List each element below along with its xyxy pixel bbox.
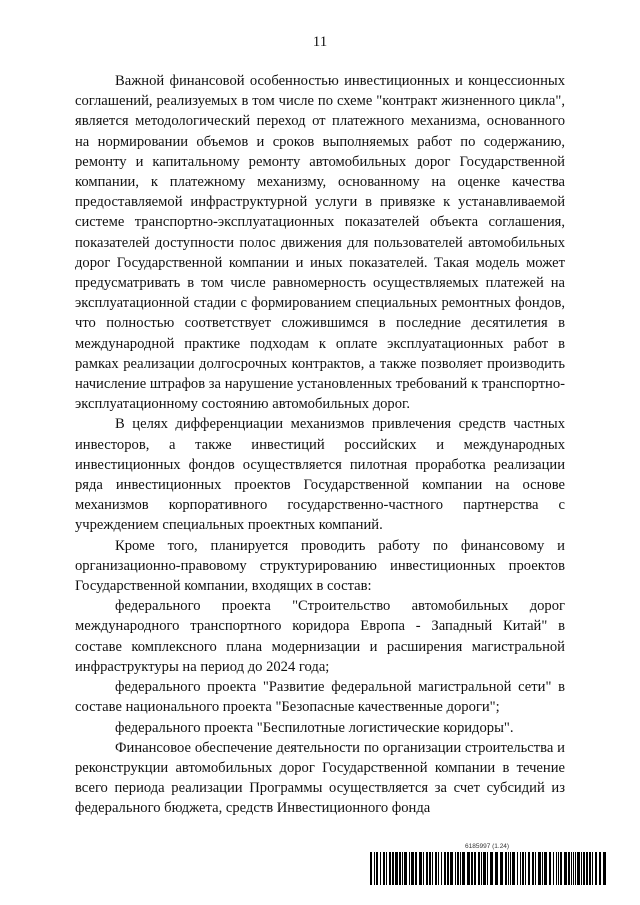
paragraph-private-investors: В целях дифференциации механизмов привлечения средств частных инвесторов, а также инвестиций российских и международных инвестиционных фондов осуществляется пилотная проработка реализации ряда инвестиционных проектов Государственной компании на основе механизмов корпоративного государственно-частного партнерства с учреждением специальных проектных компаний. [75,416,565,534]
paragraph-payment-mechanism: Важной финансовой особенностью инвестиционных и концессионных соглашений, реализуемых в том числе по схеме "контракт жизненного цикла", является методологический переход от платежного механизма, основанного на нормировании объемов и сроков выполняемых работ по содержанию, ремонту и капитальному ремонту автомобильных дорог Государственной компании, к платежному механизму, основанному на оценке качества предоставляемой инфраструктурной услуги в привязке к устанавливаемой системе транспортно-эксплуатационных показателей объекта соглашения, показателей доступности полос движения для пользователей автомобильных дорог Государственной компании и иных показателей. Такая модель может предусматривать в том числе равномерность осуществляемых платежей на эксплуатационной стадии с формированием специальных ремонтных фондов, что полностью соответствует сложившимся в последние десятилетия в международной практике подходам к оплате эксплуатационных работ в рамках реализации долгосрочных контрактов, а также позволяет производить начисление штрафов за нарушение установленных требований к транспортно-эксплуатационному состоянию автомобильных дорог. [75,73,565,413]
paragraph-financing: Финансовое обеспечение деятельности по организации строительства и реконструкции автомобильных дорог Государственной компании в течение всего периода реализации Программы осуществляется за счет субсидий из федерального бюджета, средств Инвестиционного фонда [75,739,565,817]
document-code: 6185997 (1.24) [465,843,510,850]
paragraph-structuring-intro: Кроме того, планируется проводить работу по финансовому и организационно-правовому структурированию инвестиционных проектов Государственной компании, входящих в состав: [75,537,565,595]
list-item-europe-west-china: федерального проекта "Строительство автомобильных дорог международного транспортного коридора Европа - Западный Китай" в составе комплексного плана модернизации и расширения магистральной инфраструктуры на период до 2024 года; [75,598,565,675]
barcode-image [370,852,608,885]
document-barcode-block [370,843,610,893]
list-item-federal-network: федерального проекта "Развитие федеральной магистральной сети" в составе национального проекта "Безопасные качественные дороги"; [75,679,565,716]
page-number: 11 [312,34,328,50]
list-item-unmanned-corridors: федерального проекта "Беспилотные логистические коридоры". [115,719,514,736]
body-text [75,71,565,819]
